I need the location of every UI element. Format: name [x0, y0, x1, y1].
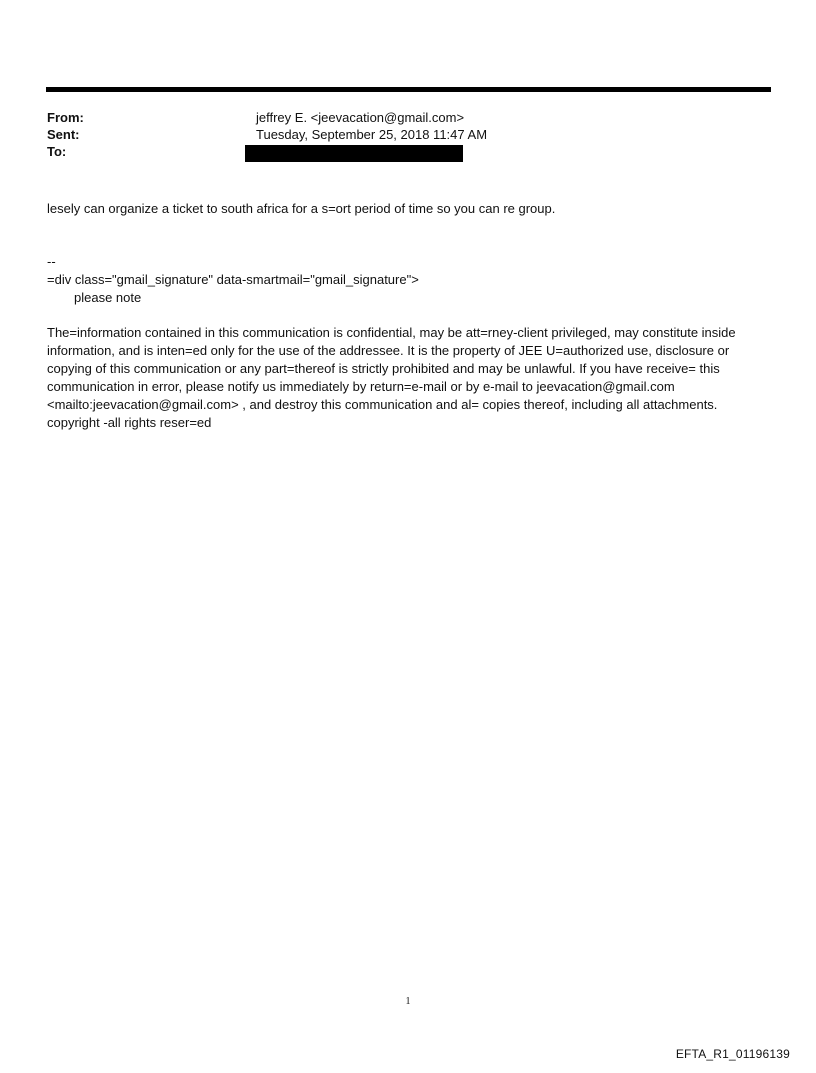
disclaimer-text: The=information contained in this communication is confidential, may be att=rney-client privileged, may constitute inside information, and is inten=ed only for the use of the addressee. It is the property of JEE U=authorized use, disclosure or copying of this communication or any part=thereof is strictly prohibited and may be unlawful. If you have receive= this communication in error, please notify us immediately by return=e-mail or by e-mail to jeevacation@gmail.com <mailto:jeevacation@gmail.com> , and destroy this communication and al= copies thereof, including all attachments. copyright -all rights reser=ed [47, 325, 736, 430]
redaction-box [245, 145, 463, 162]
please-note: please note [74, 290, 142, 305]
from-value: jeffrey E. <jeevacation@gmail.com> [256, 110, 465, 125]
sent-label: Sent: [47, 127, 80, 142]
message-text: lesely can organize a ticket to south africa for a s=ort period of time so you can re group. [47, 201, 556, 216]
sent-row [47, 126, 767, 143]
signature-dashes: -- [47, 254, 56, 269]
sent-value: Tuesday, September 25, 2018 11:47 AM [256, 127, 488, 142]
header-rule [46, 87, 771, 92]
signature-div-text: =div class="gmail_signature" data-smartmail="gmail_signature"> [47, 272, 419, 287]
to-label: To: [47, 144, 67, 159]
document-id: EFTA_R1_01196139 [675, 1047, 790, 1061]
from-label: From: [47, 110, 84, 125]
from-row [47, 109, 767, 126]
page-number: 1 [405, 996, 411, 1007]
email-header [47, 109, 767, 160]
to-row [47, 143, 767, 160]
